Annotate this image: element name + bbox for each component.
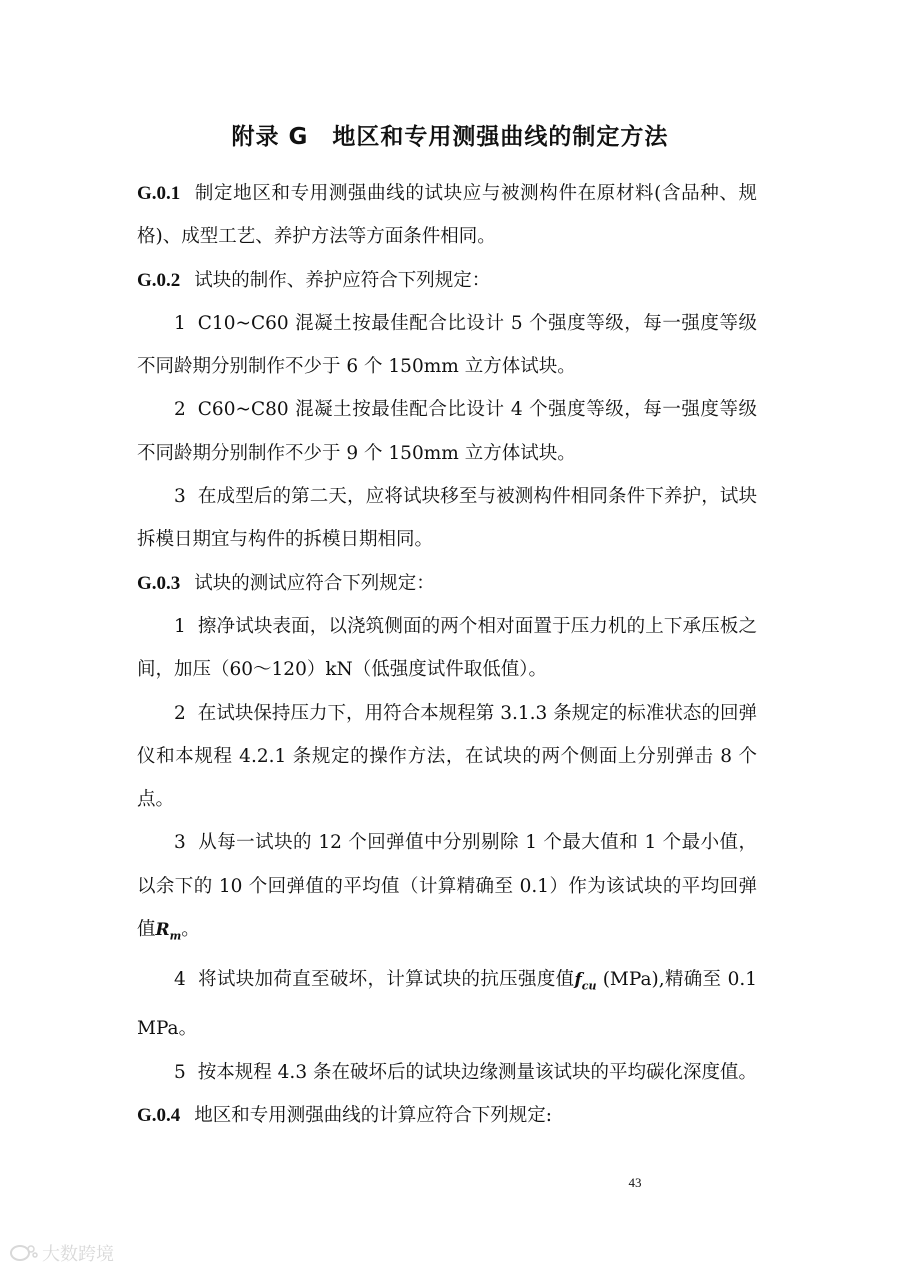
item-text: 在成型后的第二天，应将试块移至与被测构件相同条件下养护，试块拆模日期宜与构件的拆模日期相同。: [137, 486, 757, 551]
clause-number: G.0.4: [137, 1105, 181, 1127]
clause-g01: [137, 172, 757, 259]
item-text: 从每一试块的 12 个回弹值中分别剔除 1 个最大值和 1 个最小值，以余下的 10 个回弹值的平均值（计算精确至 0.1）作为该试块的平均回弹值: [137, 832, 757, 941]
clause-number: G.0.3: [137, 572, 181, 594]
item-number: 3: [174, 832, 186, 854]
item-text: 在试块保持压力下，用符合本规程第 3.1.3 条规定的标准状态的回弹仪和本规程 4.2.1 条规定的操作方法，在试块的两个侧面上分别弹击 8 个点。: [137, 702, 757, 811]
item-text: 按本规程 4.3 条在破坏后的试块边缘测量该试块的平均碳化深度值。: [197, 1061, 757, 1083]
body-text: [137, 172, 757, 1137]
list-item: [137, 302, 757, 389]
list-item: [137, 692, 757, 822]
watermark-text: 大数跨境: [42, 1244, 114, 1265]
clause-text: 地区和专用测强曲线的计算应符合下列规定:: [194, 1105, 553, 1127]
clause-text: 试块的制作、养护应符合下列规定：: [194, 269, 491, 291]
math-symbol-rm: $R_m$: [155, 920, 182, 943]
clause-text: 制定地区和专用测强曲线的试块应与被测构件在原材料(含品种、规格)、成型工艺、养护方法等方面条件相同。: [137, 183, 757, 248]
clause-g04: [137, 1094, 757, 1137]
list-item: [137, 958, 757, 1051]
list-item: [137, 1051, 757, 1094]
clause-g03: [137, 562, 757, 605]
appendix-title: 附录 G 地区和专用测强曲线的制定方法: [231, 124, 669, 150]
chat-bubble-icon: [8, 1243, 38, 1263]
clause-number: G.0.1: [137, 183, 181, 204]
item-number: 3: [174, 486, 186, 508]
list-item: [137, 388, 757, 475]
item-number: 2: [174, 399, 186, 421]
watermark: [8, 1240, 114, 1266]
page-number: 43: [628, 1175, 642, 1190]
list-item: [137, 605, 757, 692]
list-item: [137, 475, 757, 562]
item-number: 5: [174, 1061, 186, 1083]
item-tail: 。: [181, 919, 200, 941]
item-number: 2: [174, 702, 186, 724]
item-text: 擦净试块表面，以浇筑侧面的两个相对面置于压力机的上下承压板之间，加压（60～120）kN（低强度试件取低值）。: [137, 615, 757, 681]
item-number: 4: [174, 968, 186, 990]
item-tail: (MPa),精确至 0.1 MPa。: [137, 968, 757, 1040]
item-text: 将试块加荷直至破坏，计算试块的抗压强度值: [197, 968, 575, 990]
item-number: 1: [174, 312, 186, 334]
list-item: [137, 821, 757, 957]
clause-text: 试块的测试应符合下列规定：: [194, 572, 435, 594]
item-text: C10~C60 混凝土按最佳配合比设计 5 个强度等级，每一强度等级不同龄期分别制作不少于 6 个 150mm 立方体试块。: [137, 312, 757, 378]
item-number: 1: [174, 615, 186, 637]
clause-g02: [137, 259, 757, 302]
item-text: C60~C80 混凝土按最佳配合比设计 4 个强度等级，每一强度等级不同龄期分别制作不少于 9 个 150mm 立方体试块。: [137, 399, 757, 464]
math-symbol-fcu: $f_{cu}$: [574, 969, 597, 993]
clause-number: G.0.2: [137, 269, 181, 291]
